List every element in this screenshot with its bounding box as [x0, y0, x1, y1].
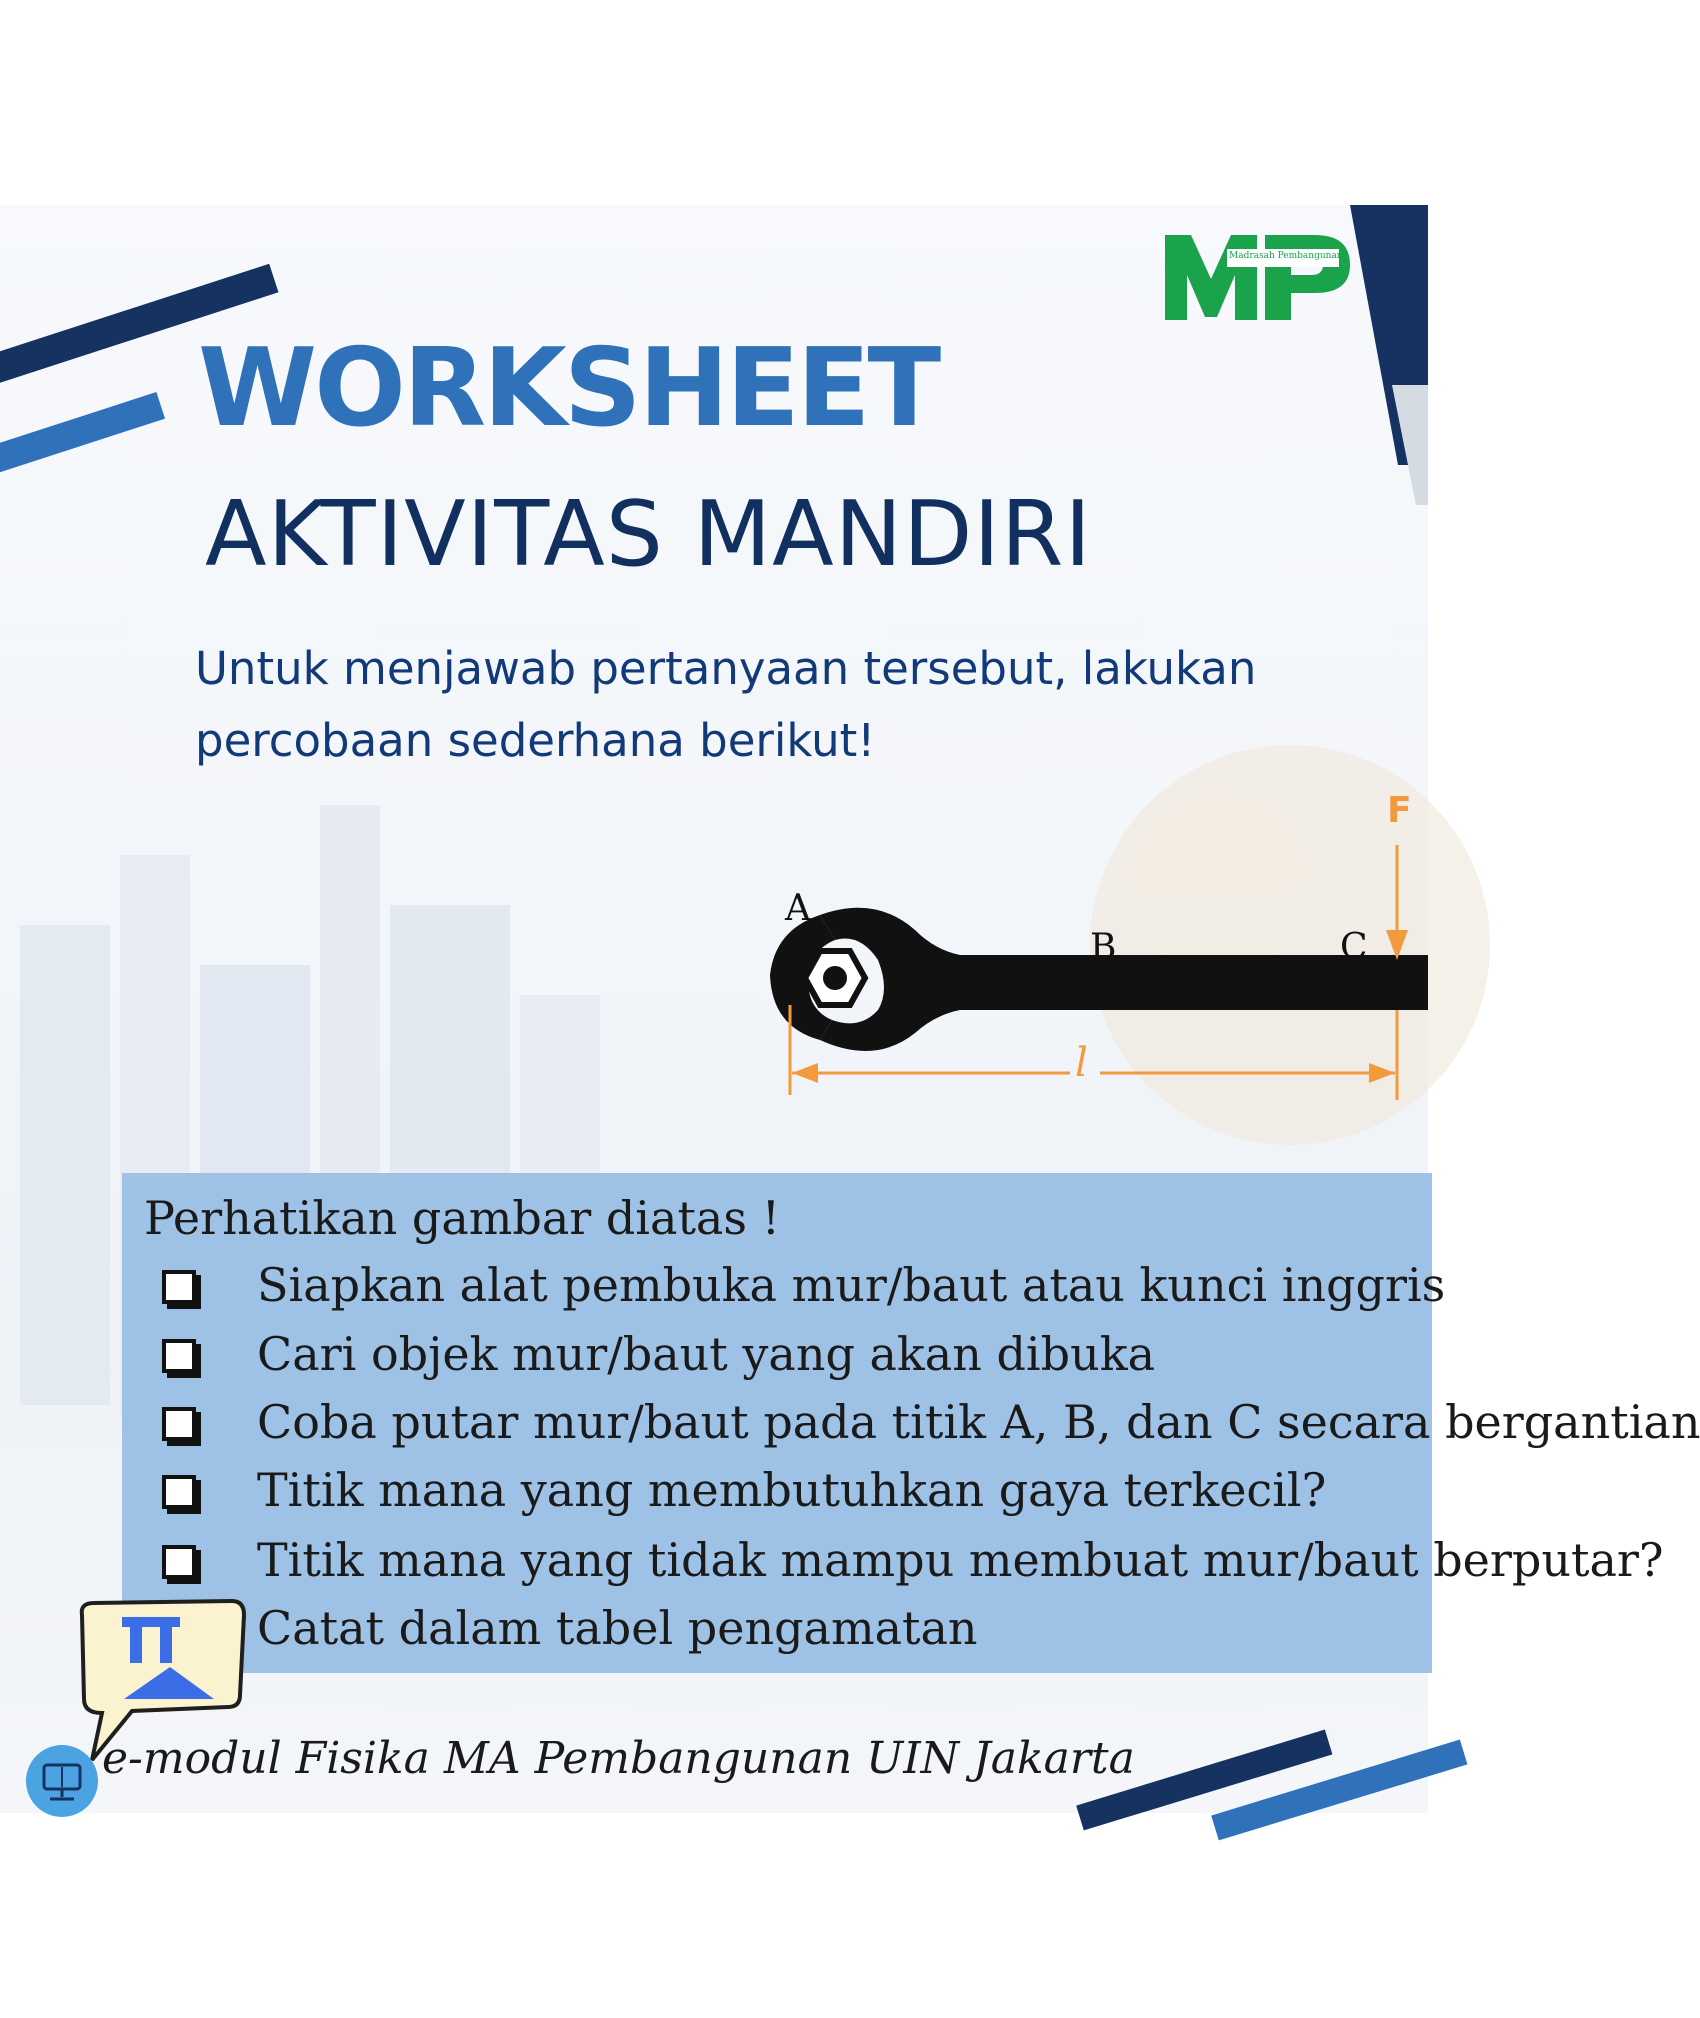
wrench-figure: [700, 765, 1428, 1145]
step-text: Cari objek mur/baut yang akan dibuka: [257, 1327, 1156, 1381]
step-text: Catat dalam tabel pengamatan: [257, 1601, 978, 1655]
logo-tagline: Madrasah Pembangunan: [1229, 251, 1343, 261]
instructions-panel: [122, 1173, 1700, 1673]
mp-logo-mark: [1165, 235, 1350, 320]
checkbox-icon: [162, 1270, 196, 1304]
wrench-drawing: [700, 765, 1428, 1145]
instructions-heading: Perhatikan gambar diatas !: [144, 1191, 781, 1245]
intro-text: Untuk menjawab pertanyaan tersebut, lakukan percobaan sederhana berikut!: [195, 642, 1257, 767]
checkbox-icon: [162, 1407, 196, 1441]
point-c-label: C: [1340, 927, 1368, 968]
mp-logo: [1165, 235, 1350, 320]
activity-subtitle: AKTIVITAS MANDIRI: [205, 482, 1092, 587]
worksheet-card: [0, 205, 1700, 1813]
step-text: Siapkan alat pembuka mur/baut atau kunci inggris: [257, 1258, 1446, 1312]
worksheet-title: WORKSHEET: [198, 326, 939, 451]
checkbox-icon: [162, 1339, 196, 1373]
step-text: Coba putar mur/baut pada titik A, B, dan C secara bergantian: [257, 1395, 1700, 1449]
length-label: l: [1075, 1040, 1088, 1086]
point-b-label: B: [1090, 927, 1117, 968]
e-book-icon: [24, 1743, 100, 1819]
decor-stripe-blue: [0, 392, 165, 477]
checkbox-icon: [162, 1475, 196, 1509]
decor-corner-top-right: [1340, 205, 1428, 505]
step-text: Titik mana yang membutuhkan gaya terkecil?: [257, 1463, 1327, 1517]
point-a-label: A: [785, 888, 811, 929]
checkbox-icon: [162, 1545, 196, 1579]
force-label: F: [1387, 790, 1412, 831]
footer-text: e-modul Fisika MA Pembangunan UIN Jakarta: [102, 1733, 1135, 1784]
step-text: Titik mana yang tidak mampu membuat mur/baut berputar?: [257, 1533, 1664, 1587]
